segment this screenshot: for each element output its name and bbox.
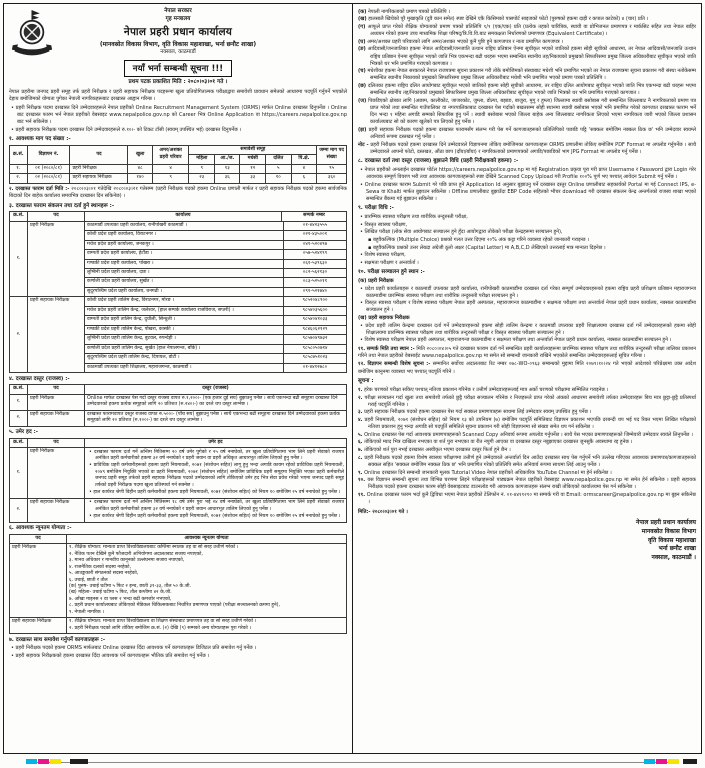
quota-women: ९: [189, 164, 215, 173]
office-phone: ९८५७०४९७३२: [284, 335, 347, 344]
suchana-item-text: प्रहरी सहायक निरीक्षक पदको हकमा दरखास्त पेस गर्दा सक्कल प्रमाणपत्रहरू साथमा लिई उम्मेदवार स्वयम् उपस्थित हुनु पर्नेछ ।: [364, 409, 592, 416]
col-post: पद: [70, 145, 128, 164]
offices-col-serial: क्र.सं.: [10, 212, 28, 221]
office-name: गण्डकी प्रदेश प्रहरी तालिम केन्द्र, पोखरा, कास्की ।: [85, 325, 284, 334]
office-row: [85, 222, 346, 231]
col-dalit: दलित: [266, 155, 292, 164]
office-name: सुदूरपश्चिम प्रदेश प्रहरी कार्यालय, धनगढी ।: [87, 288, 162, 294]
quota-total: ९५: [317, 164, 347, 173]
suchana-item-text: हरेक चरणको परीक्षा सकिए पश्चात् नतिजा प्रकाशन गरिनेछ र उत्तीर्ण उम्मेदवारहरूलाई मात्र अर्को चरणको परीक्षामा सम्मिलित गराइनेछ ।: [364, 386, 609, 393]
offices-col-contact: सम्पर्क नम्बर: [282, 212, 347, 221]
quota-post: प्रहरी निरीक्षक: [70, 164, 128, 173]
section-10-title: १०. परीक्षा सञ्चालन हुने स्थान :-: [358, 269, 425, 276]
document-header: [9, 8, 347, 87]
suchana-item-number: १.: [358, 386, 363, 393]
suchana-item-text: प्रहरी नियमावली, २०७१ (संशोधन सहित) को नियम १३ को उपनियम (७) बमोजिम पदपूर्ति समितिबाट विज्ञापन प्रकाशन भएपछि दरबन्दी थप भई पद रिक्त भएमा लिखित परीक्षाको नतिजा प्रकाशन हुनु भन्दा अगाडि सो पदपूर्ति समितिले सूचना प्रकाशन गरी सोही विज्ञापनमा सो संख्या समेत थप गर्न सकिनेछ ।: [364, 417, 696, 431]
document-item-text: आफूले प्राप्त गरेको शैक्षिक योग्यताको प्रमाण पत्रको प्रतिलिपि १/१ (एक/एक) प्रति (प्रत्येक तहको चारित्रिक, स्थायी वा प्रोभिजनल प्रमाणपत्र र मार्कसिट सहित तथा नेपाल बाहिर अध्ययन गरेको हकमा उच्च माध्यमिक शिक्षा परिषद्/त्रि.वि.वि.बाट समकक्षता निर्धारणको प्रमाणपत्र (Equivalent Certificate) ।: [367, 23, 697, 38]
suchana-item-number: ११.: [358, 492, 366, 499]
black-print-mark: [70, 759, 88, 764]
office-row: [85, 287, 346, 296]
suchana-item-number: १०.: [358, 477, 366, 484]
age-rule: • हाल कार्यरत श्रेणी विहीन प्रहरी कर्मचारीको हकमा प्रहरी नियमावली, २०७१ (संशोधन सहित) को नियम १० बमोजिम २५ वर्ष ननाघेको हुनु पर्नेछ ।: [87, 514, 344, 520]
suchana-item: [358, 439, 696, 446]
offices-group-asi: [10, 297, 347, 373]
quota-open: ४८: [128, 164, 152, 173]
suchana-item: [358, 417, 696, 431]
magenta-print-mark: [38, 759, 49, 764]
office-phone: ०८३-५२५०११: [284, 278, 347, 287]
office-row: [85, 250, 346, 259]
offices-col-post: पद: [28, 212, 85, 221]
section-12-title: विज्ञापन सम्बन्धी विशेष सूचना :-: [367, 361, 431, 368]
col-women: महिला: [189, 155, 215, 164]
section-3-title: ३. दरखास्त फाराम संकलन तथा दर्ता हुने स्थानहरू :-: [9, 202, 115, 209]
document-item-label: (च): [358, 68, 366, 75]
col-total: जम्मा माग पद संख्या: [317, 145, 347, 164]
qualification-item: ५. आतङ्ककारी संगठनको सदस्य नरहेको,: [69, 571, 139, 577]
quota-police-family: ४: [152, 164, 189, 173]
quota-serial: २.: [10, 174, 28, 183]
suchana-item-text: यस विज्ञापन सम्बन्धी सूचना तथा विभिन्न चरणमा लिइने परीक्षाहरूको पाठ्यक्रम नेपाल प्रहरीको वेबसाइट www.nepalpolice.gov.np मा समेत हेर्न सकिनेछ । प्रहरी सहायक निरीक्षक पदको हकमा दरखास्त फारम सोही वेबसाइटबाट डाउनलोड गरी आवश्यक कागजातहरू संलग्न राखी तोकिएको कार्यालयमा पेस गर्न सकिनेछ ।: [367, 477, 696, 491]
qualification-item: ८. प्रहरी प्रधान कार्यालयबाट तोकिएको मेडिकल चिकित्सकबाट निर्धारित प्रमाणपत्र पाएको (परीक्षा सञ्चालनको क्रममा हुने),: [69, 603, 281, 609]
age-serial: २.: [10, 498, 28, 522]
age-row-asi: [10, 498, 347, 522]
registration-step: • नेपाल प्रहरीको अनलाईन दरखास्त पोर्टल https://careers.nepalpolice.gov.np मा गई Registration प्रकृया पूरा गरी प्राप्त Username र Password द्वारा Login गरेर आवश्यक सम्पूर्ण विवरण भरी तथा आवश्यक कागजातहरूको स्पष्ट देखिने Scanned Copy Upload गरी Profile १००% पूर्ण भए पश्चात् आवेदन Submit गर्नु पर्नेछ ।: [358, 167, 696, 181]
col-advert-no: विज्ञापन नं.: [27, 145, 70, 164]
signature-department: मानवस्रोत विकास विभाग: [641, 528, 696, 536]
cyan-print-mark: [644, 759, 655, 764]
document-item-text: दलितका हकमा राष्ट्रिय दलित आयोगबाट सूचीकृत भएको जातिको हकमा सोही सूचीको आधारमा, तर राष्ट्रिय दलित आयोगबाट सूचीकृत भएको जाति भित्र एकभन्दा बढी थरहरू भएमा सम्बन्धित स्थानीय तह/निकायको प्रमुखको सिफारिसमा प्रमुख जिल्ला अधिकारीबाट सूचीकृत भएको जाति भित्रको थर भनि प्रमाणित गराएको कागजात ।: [367, 83, 697, 97]
qualification-item: १. शैक्षिक योग्यता: मान्यता प्राप्त विश्वविद्यालय वा शिक्षण संस्थाबाट प्रमाणपत्र तह वा सो सरह उत्तीर्ण गरेको ।: [69, 619, 257, 625]
office-row: [85, 240, 346, 249]
office-name: लुम्बिनी प्रदेश प्रहरी तालिम केन्द्र, बुटवल, रुपन्देही ।: [85, 335, 284, 344]
fee-row: [10, 410, 347, 426]
section-7-title: ७. दरखास्त साथ समावेश गर्नुपर्ने कागजातहरू :-: [9, 636, 106, 643]
fee-serial: १.: [10, 394, 28, 410]
suchana-item-text: Online दरखास्त फारम भर्दा कुनै द्विविधा भएमा नेपाल प्रहरीको टेलिफोन नं. ०१-४४११२१० मा सम्पर्क गरी वा Email: ormscareer@nepalpolice.gov.np मा बुझ्न सकिनेछ ।: [366, 492, 696, 506]
office-row: [85, 231, 346, 240]
suchana-item-number: ६.: [358, 439, 363, 446]
fee-serial: २.: [10, 410, 28, 426]
suchana-item: [358, 409, 696, 416]
quota-row: [10, 164, 347, 173]
fee-post: प्रहरी निरीक्षक: [28, 394, 85, 410]
suchana-item-text: तोकिएको म्याद भित्र दाखिला नभएका वा शर्त पुरा नभएका वा रीत नपुगी आएका वा दरखास्त दस्तुर नबुझाएका दरखास्त जुनसुकै अवस्थामा रद्द हुनेछ ।: [364, 439, 633, 446]
print-bar-line: [28, 762, 677, 764]
document-item-label: (ख): [358, 16, 367, 23]
document-list-item: [358, 83, 696, 97]
office-phone: ९८५८०५०७१४: [284, 344, 347, 353]
office-name: काठमाडौं उपत्यका प्रहरी कार्यालय, रानीपोखरी काठमाडौं ।: [85, 222, 284, 231]
signature-section: भर्ना छनौट शाखा: [658, 545, 696, 553]
suchana-item-text: प्रहरी निरीक्षक पदको हकमा विशेष स्वास्थ्य परीक्षणमा उत्तीर्ण हुने उम्मेदवारले अन्तर्वार्ता दिन आउँदा दरखास्त साथ पेस गर्नुपर्ने भनि उल्लेख गरिएका आवश्यक प्रमाणपत्र/कागजातहरूको सक्कल सहित 'सक्कल बमोजिम नक्कल ठिक छ' भनि प्रमाणित गरेको प्रतिलिपि समेत अनिवार्य रूपमा साथमा लिई आउनु पर्नेछ ।: [364, 454, 696, 468]
suchana-item-number: ३.: [358, 409, 363, 416]
section-5-title: ५. उमेर हद :-: [9, 429, 38, 436]
col-adibasi: आ./ज.: [215, 155, 240, 164]
document-list-item: [358, 24, 696, 38]
document-item-label: (झ): [358, 126, 367, 133]
office-name: काठमाडौं उपत्यका प्रहरी शिक्षालय, महाराजगन्ज, काठमाडौं ।: [87, 364, 192, 370]
suchana-heading: सूचना :: [358, 378, 374, 385]
office-row: [85, 269, 346, 278]
exam-method-item: • विशेष स्वास्थ्य परीक्षण,: [358, 252, 696, 259]
age-col-serial: क्र.सं.: [10, 438, 28, 447]
document-item-text: पिछडिएको क्षेत्रका लागि (अछाम, कालीकोट, जाजरकोट, जुम्ला, डोल्पा, बझाङ, बाजुरा, मुगु र हुम्ला) जिल्लामा स्थायी बसोबास गरी सम्बन्धित जिल्लाबाट नै नागरिकताको प्रमाण पत्र प्राप्त गरेको तथा सम्बन्धित गाउँपालिका वा नगरपालिकाबाट दरखास्त पेस गर्दाको बखतसम्म सोही स्थानमा स्थायी बसोबास भएको भनि प्रमाणित गरेको कागजात दरखास्त फाराम भर्ने दिन भन्दा १ महिना अगाडि सम्मको सिफारिस हुनु पर्ने । स्थायी बसोबास भएको जिल्ला बाहेक अन्य जिल्लाबाट नागरिकता लिएको भएमा नागरिकता जारी भएको जिल्ला प्रशासन कार्यालयबाट सो को कारण खुलेको पत्र लिएको हुनु पर्नेछ ।: [368, 97, 696, 126]
office-phone: ०१-४४२३५५५: [284, 222, 347, 231]
offices-group-post: प्रहरी निरीक्षक: [28, 221, 85, 297]
exam-venue-asi-label: (ख) प्रहरी सहायक निरीक्षक: [358, 314, 410, 321]
col-open: खुला: [128, 145, 152, 164]
exam-method-subitem: ▪ बहुवैकल्पिक प्रश्नको उत्तर लेख्दा अंग्रेजी ठूलो अक्षर (Capital Letter) मा A,B,C,D लेखिएको उत्तरलाई मात्र मान्यता दिइनेछ ।: [358, 245, 696, 252]
suchana-item-text: Online दरखास्त दिने सम्बन्धी जानकारी मूलक Tutorial Video नेपाल प्रहरीको अधिकारिक YouTube Channel मा हेर्न सकिनेछ ।: [364, 469, 612, 476]
age-col-limit: उमेर हद: [85, 438, 347, 447]
header-department-line: (मानवस्रोत विकास विभाग, वृति विकास महाशाखा, भर्ना छनौट शाखा): [99, 40, 257, 48]
section-6-title: ६. आवश्यक न्यूनतम योग्यता :-: [9, 525, 72, 532]
fee-col-serial: क्र.सं.: [10, 385, 28, 394]
quota-adibasi: ३६: [215, 174, 240, 183]
qualification-item: (ख) महिला- उचाई घटीमा ५ फिट, तौल कम्तीमा ४२ के.जी.: [69, 590, 172, 596]
notice-date-line: मिति:- २०८०।०३।०१ गते ।: [358, 509, 408, 516]
office-phone: ०५७-५२४१९९: [284, 250, 347, 259]
office-row: [85, 297, 346, 306]
intro-paragraph: नेपाल प्रहरीमा जनपद प्रहरी समूह तर्फ प्रहरी निरीक्षक र प्रहरी सहायक निरीक्षक पदहरूमा खुला प्रतियोगितात्मक परीक्षाद्वारा समावेशी प्रावधान समेतको आधारमा पदपूर्ति गर्नुपर्ने भएकोले देहाय बमोजिमको योग्यता पुगेका नेपाली नागरिकहरूबाट दरखास्त आह्वान गरिन्छ ।: [9, 89, 347, 103]
age-serial: १.: [10, 448, 28, 498]
section-1-title: १. आवश्यक माग पद संख्या :-: [9, 136, 71, 143]
quota-serial: १.: [10, 164, 28, 173]
suchana-item: [358, 432, 696, 439]
qualification-item: ४. राजनैतिक दलको सदस्य नरहेको,: [69, 564, 131, 570]
note-label: नोट -: [358, 141, 369, 148]
required-document-rule: • प्रहरी निरीक्षक पदको हकमा ORMS मार्फतबाट Online दरखास्त दिँदा आवश्यक पर्ने कागजातहरू डिजिटल प्रति समावेश गर्नु पर्नेछ ।: [9, 645, 347, 652]
office-row: [85, 354, 346, 363]
quota-total: ३६०: [317, 174, 347, 183]
fee-col-post: पद: [28, 385, 85, 394]
document-list-item: [358, 16, 696, 23]
col-police-family: अमर/अशक्त प्रहरी परिवार: [152, 145, 189, 164]
vacancy-quota-table: [9, 145, 347, 184]
section-11-text: मिति २०८०।०४।०५ गते दरखास्त फाराम दर्ता गर्ने सम्बन्धित प्रहरी कार्यालयहरूमा प्रारम्भिक स्वास्थ्य परीक्षण तथा शारीरिक तन्दुरुस्ती परीक्षा तालिका प्रकाशन गरिने तथा नेपाल प्रहरीको वेबसाईट www.nepalpolice.gov.np मा समेत सो सम्बन्धी जानकारी राखिने भएकोले सम्बन्धित उम्मेदवारहरूलाई सूचित गरिन्छ ।: [358, 345, 697, 359]
office-row: [85, 259, 346, 268]
right-column: [353, 4, 701, 753]
fee-col-amount: दस्तुर (राजस्व): [85, 385, 347, 394]
exam-venue-item: • प्रदेश प्रहरी तालिम केन्द्रमा दरखास्त दर्ता गर्ने उम्मेदवारहरूको हकमा सोही तालिम केन्द्रमा र काठमाडौं उपत्यका प्रहरी शिक्षालयमा दरखास्त दर्ता गर्ने उम्मेदवारहरूको हकमा सोही शिक्षालयमा प्रारम्भिक स्वास्थ्य परीक्षण तथा शारीरिक तन्दुरुस्ती परीक्षा र विस्तृत स्वास्थ्य परीक्षण सञ्चालन हुने ।: [358, 323, 696, 337]
exam-venue-item: • प्रदेश प्रहरी कार्यालयहरू र काठमाडौं उपत्यका प्रहरी कार्यालय, रानीपोखरी काठमाडौंमा दरखास्त दर्ता गरेका सम्पूर्ण उम्मेदवारहरूको हकमा राष्ट्रिय प्रहरी प्रशिक्षण प्रतिष्ठान महाराजगन्ज काठमाडौंमा प्रारम्भिक स्वास्थ्य परीक्षण तथा शारीरिक तन्दुरुस्ती परीक्षा सञ्चालन हुने ।: [358, 286, 696, 300]
section-2-number: २.: [9, 185, 14, 192]
office-name: कर्णाली प्रदेश प्रहरी तालिम केन्द्र, सुर्खेत (हाल नेपालगन्ज, बाँके) ।: [85, 344, 284, 353]
age-rule: • दरखास्त फाराम दर्ता गर्ने अन्तिम मितिसम्म १८ वर्ष उमेर पुरा भई २४ वर्ष ननाघेको, तर खुला प्रतियोगितामा भाग लिने प्रहरी सेवाको राजपत्र अनंकित प्रहरी कर्मचारीको हकमा ३२ वर्ष ननाघेको र प्रहरी जवान आधारभूत तालिम लिएको हुनु पर्नेछ ।: [87, 500, 344, 513]
age-post: प्रहरी निरीक्षक: [28, 448, 85, 498]
document-item-text: प्रहरी सहायक निरीक्षक पदको हकमा दरखास्त फारामसँग संलग्न गरी पेस गर्ने कागजातहरूको प्रतिलिपिको पछाडि पट्टि 'सक्कल बमोजिम नक्कल ठिक छ' भनि उम्मेदवार स्वयम्ले अनिवार्य रूपमा दस्तखत गर्नु पर्नेछ ।: [368, 126, 696, 140]
qual-row-asi: [10, 618, 347, 634]
suchana-item-number: ४.: [358, 417, 363, 423]
section-9-title: ९. परीक्षा विधि :-: [358, 205, 394, 212]
quota-advert-no: ०१ (२०८०/८१): [27, 164, 70, 173]
suchana-item-number: ५.: [358, 431, 363, 438]
magenta-print-mark: [656, 759, 667, 764]
quota-advert-no: ०२ (२०८०/८१): [27, 174, 70, 183]
note-text: प्रहरी निरीक्षक पदको हकमा दरखास्त दिने उम्मेदवारले विज्ञापनमा तोकिए बमोजिमका कागजातहरू ORMS प्रणालीमा तोकिए बमोजिम PDF Format मा अपलोड गर्नुपर्नेछ । साथै उम्मेदवारले आफ्नो फोटो, दस्तखत, औंठा छाप (दाँया/बाँया) र नागरिकताको प्रमाणपत्रको अगाडि/पछाडिको भाग JPG Format मा अपलोड गर्नु पर्नेछ ।: [370, 141, 697, 155]
office-phone: ०९१-५२१७४०: [284, 287, 347, 296]
office-row: [85, 363, 346, 372]
office-phone: ९८५८७५१०२३: [284, 354, 347, 363]
application-fee-table: [9, 384, 347, 426]
suchana-item: [358, 387, 696, 394]
document-item-text: नेपाली नागरिकताको प्रमाण पत्रको प्रतिलिपि ।: [368, 8, 451, 15]
quota-row: [10, 174, 347, 183]
quota-open: १४०: [128, 174, 152, 183]
exam-method-item: • प्रारम्भिक स्वास्थ्य परीक्षण तथा शारीरिक तन्दुरुस्ती परीक्षा,: [358, 214, 696, 221]
suchana-item: [358, 455, 696, 469]
qual-post: प्रहरी सहायक निरीक्षक: [10, 618, 67, 634]
qualification-item: ३. मानव अधिकार र मानवीय कानूनको उल्लंघनमा सजाय नपाएको,: [69, 558, 185, 564]
age-rule: • हाल कार्यरत श्रेणी विहीन प्रहरी कर्मचारीको हकमा प्रहरी नियमावली, २०७१ (संशोधन सहित) को नियम १० बमोजिम २५ वर्ष ननाघेको हुनु पर्नेछ ।: [87, 490, 344, 496]
suchana-item-text: परीक्षा सञ्चालन गर्दा खुला तथा समावेशी तर्फको छुट्टै परीक्षा सञ्चालन गरिनेछ र निजहरूले प्राप्त गरेको अंकको आधारमा समावेशी तर्फका उम्मेदवारहरू बिच मात्र छुट्टा-छुट्टै प्रतिस्पर्धा गराई पदपूर्ति गरिनेछ ।: [364, 394, 696, 408]
suchana-item: [358, 492, 696, 506]
suchana-item-number: ९.: [358, 469, 363, 476]
document-item-text: आदिवासी/जनजातिका हकमा नेपाल आदिवासी/जनजाति उत्थान राष्ट्रिय प्रतिष्ठान ऐनमा सूचीकृत भएको जातिको हकमा सोही सूचीको आधारमा, तर नेपाल आदिवासी/जनजाति उत्थान राष्ट्रिय प्रतिष्ठान ऐनमा सूचीकृत भएको जाति भित्र एकभन्दा बढी थरहरू भएमा सम्बन्धित स्थानीय तह/निकायको प्रमुखको सिफारिसमा प्रमुख जिल्ला अधिकारीबाट सूचीकृत भएको जाति भित्रको थर भनि प्रमाणित गराएको कागजात ।: [367, 46, 696, 67]
office-row: [85, 325, 346, 334]
yellow-print-mark: [50, 759, 61, 764]
section-2-title: दरखास्त फाराम दर्ता मिति :-: [15, 185, 70, 192]
age-rule: • दरखास्त फाराम दर्ता गर्ने अन्तिम मितिसम्म २० वर्ष उमेर पुगेको र २५ वर्ष ननाघेको, तर खुला प्रतियोगितामा भाग लिने प्रहरी सेवाको राजपत्र अनंकित प्रहरी कर्मचारीको हकमा ३२ वर्ष ननाघेको र प्रहरी जवान वा प्रहरी अधिकृत आधारभूत तालिम लिएको हुनु पर्नेछ ।: [87, 450, 344, 463]
office-row: [85, 335, 346, 344]
section-12-text: सम्मानित सर्वोच्च अदालतबाट रिट नम्बर ०७८-WO-०९६३ सम्बन्धको मुद्दामा मिति २०७९।१०।२४ गते भएको आदेशको परिप्रेक्ष्यमा उक्त आदेश बमोजिम कानुनमा व्यवस्था भए पश्चात् पदपूर्ति गरिने ।: [358, 361, 696, 375]
fee-row: [10, 394, 347, 410]
black-print-mark: [683, 759, 697, 764]
header-government-line: नेपाल सरकार: [164, 8, 192, 14]
age-rule: • प्राविधिक प्रहरी कर्मचारीहरूको हकमा प्रहरी नियमावली, २०७१ (संशोधन सहित) लागू हुनु भन्दा अगाडि कायम रहेको प्राविधिक प्रहरी नियमावली, २०४९ बमोजिम नियुक्ति भएको वा प्रहरी नियमावली, २०७१ (संशोधन सहित) बमोजिम प्राविधिक प्रहरी समूहमा नियुक्ति भएका प्रहरी कर्मचारीले जनपद प्रहरी समूह तर्फको प्रहरी सहायक निरीक्षक पदको उम्मेदवारको लागि तोकिएको उमेर हद भित्र सेवा प्रवेश गरेको भएमा जनपद प्रहरी समूह तर्फको प्रहरी निरीक्षक पदमा खुला प्रतिस्पर्धा गर्न सक्नेछ ।: [87, 463, 344, 489]
qualification-item: १. शैक्षिक योग्यता: मान्यता प्राप्त विश्वविद्यालयबाट कम्तिमा स्नातक तह वा सो सरह उत्तीर्ण गरेको ।: [69, 545, 239, 551]
qualification-item: २. प्रहरी निरीक्षक पदको लागि तोकिए बमोजिम क्र.सं. (२) देखि (९) सम्मको अन्य योग्यताहरू पुरा गरेको ।: [69, 625, 252, 631]
qualification-item: (क) पुरुष- उचाई घटीमा ५ फिट २ इन्च, छाती ३१-३३, तौल ५० के.जी.: [69, 583, 192, 589]
fee-text: Online मार्फत दरखास्त पेस गर्दा दस्तुर राजस्व वापत रु.१,२००।- (एक हजार दुई सय) बुझाउनु पर्नेछ । साथै एकभन्दा बढी समूहमा दरखास्त दिने उम्मेदवारको हकमा प्रत्येक समूहको लागि २० प्रतिशत (रु.२४०।-) का दरले थप दस्तुर लाग्नेछ ।: [85, 394, 347, 410]
document-list-item: [358, 68, 696, 82]
signature-office: नेपाल प्रहरी प्रधान कार्यालय: [636, 519, 696, 527]
office-name: सुदूरपश्चिम प्रदेश प्रहरी तालिम केन्द्र, दिपायल, डोटी ।: [85, 354, 284, 363]
suchana-item-text: Online दरखास्त पेस गर्दा आवश्यक प्रमाणपत्रहरूको Scanned Copy अनिवार्य रूपमा अपलोड गर्नुपर्नेछ । साथै पेस भएका प्रमाणपत्रहरूको जिम्मेवारी उम्मेदवार स्वयंले लिनुपर्नेछ ।: [364, 431, 693, 438]
required-document-rule: • प्रहरी सहायक निरीक्षकको हकमा दरखास्त दिँदा आवश्यक पर्ने कागजातहरू भौतिक प्रति समावेश गर्नु पर्नेछ ।: [9, 653, 347, 660]
office-name: वाग्मती प्रदेश प्रहरी तालिम केन्द्र, दुधौली, सिन्धुली ।: [85, 316, 284, 325]
qualification-item: ६. उचाई, छाती र तौल: [69, 577, 108, 583]
col-backward-area: पि.क्षे.: [291, 155, 317, 164]
office-row: [85, 306, 346, 315]
exam-method-item: • विस्तृत स्वास्थ्य परीक्षण,: [358, 222, 696, 229]
qualification-item: २. नैतिक पतन देखिने कुनै फौजदारी अभियोगमा अदालतबाट सजाय नपाएको,: [69, 551, 203, 557]
section-12-paragraph: [358, 361, 696, 375]
cyan-print-mark: [26, 759, 37, 764]
quota-backward-area: ६: [291, 174, 317, 183]
document-item-text: अमर/अशक्त प्रहरी परिवारको लागि अमर/अशक्त भएको कुनै पुष्टि हुने कागजपत्र र नाता प्रमाणित कागजपत्र ।: [367, 38, 564, 45]
qual-col-post: पद: [10, 534, 67, 543]
first-published-date: प्रथम पटक प्रकाशित मिति : २०८०।०३।०१ गते ।: [128, 79, 228, 86]
offices-group-serial: १.: [10, 221, 28, 297]
office-phone: ०२१-४३५००१: [284, 231, 347, 240]
office-name: लुम्बिनी प्रदेश प्रहरी कार्यालय, दाङ ।: [85, 269, 284, 278]
signature-block: [358, 519, 696, 562]
intro-bullet-orms: • प्रहरी निरीक्षक पदमा दरखास्त दिने उम्मेदवारहरूले नेपाल प्रहरीको Online Recruitment Management System (ORMS) मार्फत Online दरखास्त दिनुपर्नेछ । Online बाट दरखास्त फारम भर्न नेपाल प्रहरीको वेबसाइट www.nepalpolice.gov.np को Career भित्र Online Application वा https://careers.nepalpolice.gov.np बाट भर्न सकिनेछ ।: [9, 105, 347, 126]
suchana-item-number: २.: [358, 394, 363, 401]
quota-dalit: १०: [266, 174, 292, 183]
document-list-item: [358, 127, 696, 141]
suchana-item-text: तोकिएको शर्त पुरा नभई दरखास्त अस्वीकृत भएमा दरखास्त दस्तुर फिर्ता हुने छैन ।: [364, 447, 511, 454]
section-11-title: सम्पर्क मिति तथा स्थान :-: [366, 345, 415, 352]
left-column: [4, 4, 353, 753]
document-list-item: [358, 98, 696, 126]
suchana-item-number: ८.: [358, 454, 363, 461]
section-8-title: ८. दरखास्त दर्ता तथा दस्तुर (राजस्व) बुझाउने विधि (प्रहरी निरीक्षकको हकमा) :-: [358, 158, 519, 165]
office-phone: ९८५४०३५६००: [284, 306, 347, 315]
qual-col-details: आवश्यक न्यूनतम योग्यता: [67, 534, 347, 543]
section-4-title: ४. दरखास्त दस्तुर (राजस्व) :-: [9, 375, 70, 382]
office-name: वाग्मती प्रदेश प्रहरी कार्यालय, हेटौंडा ।: [85, 250, 284, 259]
document-item-text: मधेशीका हकमा नेपाल सरकारले नेपाल राजपत्रमा सूचना प्रकाशन गरी तोके बमोजिमको संस्थाबाट मधेशी भनि प्रमाणित भएको तर नेपाल राजपत्रमा सूचना प्रकाशन गरी संस्था नतोकेसम्म सम्बन्धित स्थानीय निकायको प्रमुखको सिफारिसमा प्रमुख जिल्ला अधिकारीबाट मधेशी भनि प्रमाणित भएको प्रमाण पत्रको प्रतिलिपि ।: [367, 68, 696, 82]
office-name: गण्डकी प्रदेश प्रहरी कार्यालय, पोखरा ।: [85, 259, 284, 268]
yellow-print-mark: [668, 759, 679, 764]
col-serial: क्र.सं.: [10, 145, 28, 164]
office-row: [85, 278, 346, 287]
offices-group-inspector: [10, 221, 347, 297]
fee-text: दरखास्त फारामवापत दस्तुर राजस्व वापत रु.५००।- (पाँच सय) बुझाउनु पर्नेछ । साथै एकभन्दा बढी समूहमा दरखास्त दिने उम्मेदवारको हकमा प्रत्येक समूहको लागि २० प्रतिशत (रु.१००।-) का दरले थप दस्तुर लाग्नेछ ।: [85, 410, 347, 426]
offices-col-office: कार्यालय: [85, 212, 282, 221]
signature-address: नक्साल, काठमाडौं ।: [651, 554, 696, 562]
quota-adibasi: १३: [215, 164, 240, 173]
document-frame: [3, 3, 702, 754]
age-post: प्रहरी सहायक निरीक्षक: [28, 498, 85, 522]
qual-row-inspector: [10, 544, 347, 618]
section-11-paragraph: [358, 346, 696, 360]
quota-madhesi: ३३: [240, 174, 266, 183]
print-registration-bar: [0, 759, 705, 765]
document-list-item: [358, 9, 696, 16]
office-name: मधेश प्रदेश प्रहरी तालिम केन्द्र, जलेश्वर, (हाल सम्पर्क कार्यालय राजविराज, सप्तरी) ।: [85, 306, 284, 315]
minimum-qualification-table: [9, 534, 347, 635]
signature-division: वृति विकास महाशाखा: [647, 536, 696, 544]
col-inclusive-group: समावेशी समूह: [189, 145, 317, 154]
age-row-inspector: [10, 448, 347, 498]
section-12-number: १२.: [358, 361, 366, 368]
age-col-post: पद: [28, 438, 85, 447]
qual-post: प्रहरी निरीक्षक: [10, 544, 67, 618]
offices-group-post: प्रहरी सहायक निरीक्षक: [28, 297, 85, 373]
document-list-item: [358, 39, 696, 46]
header-office-title: नेपाल प्रहरी प्रधान कार्यालय: [123, 25, 233, 38]
document-list-item: [358, 46, 696, 67]
quota-post: प्रहरी सहायक निरीक्षक: [70, 174, 128, 183]
exam-method-item: • लिखित परीक्षा (लोक सेवा आयोगबाट सञ्चालन हुने हुँदा आयोगद्वारा तोकेको परीक्षा केन्द्रहरूमा सञ्चालन हुने),: [358, 229, 696, 236]
age-limit-table: [9, 438, 347, 523]
header-address-line: नक्साल, काठमाडौं: [160, 49, 196, 56]
suchana-item: [358, 477, 696, 491]
document-item-label: (ग): [358, 23, 366, 30]
exam-method-item: • सक्षमता परीक्षण र अन्तर्वार्ता ।: [358, 260, 696, 267]
document-item-text: हालसालै खिचेको पूरै मुखाकृति (दुवै कान समेत) स्पष्ट देखिने एकै किसिमको पासपोर्ट साइजको फोटो (पुरुषको हकमा दाह्री र कपाल काटेको) ४ (चार) प्रति ।: [368, 16, 649, 23]
exam-method-subitem: ▪ बहुवैकल्पिक (Multiple Choice) प्रश्नको गलत उत्तर दिएमा २०% अंक कट्टा गरिने व्यवस्था रहेको जानकारी गराइन्छ ।: [358, 237, 696, 244]
office-phone: ९८५२०४८९००: [284, 297, 347, 306]
quota-women: २३: [189, 174, 215, 183]
nepal-police-emblem-icon: [11, 9, 53, 60]
exam-venue-inspector-label: (क) प्रहरी निरीक्षक: [358, 277, 394, 284]
office-row: [85, 316, 346, 325]
quota-dalit: ५: [266, 164, 292, 173]
document-item-label: (क): [358, 8, 367, 15]
suchana-item: [358, 447, 696, 454]
document-item-label: (ङ): [358, 46, 366, 53]
fee-post: प्रहरी सहायक निरीक्षक: [28, 410, 85, 426]
qualification-item: ७. आँखा माइनस २ वा प्लस २ भन्दा बढी कमजोर नभएको,: [69, 596, 172, 602]
col-madhesi: मधेसी: [240, 155, 266, 164]
office-row: [85, 344, 346, 353]
intro-bullet-asi: • प्रहरी सहायक निरीक्षक पदमा दरखास्त दिने उम्मेदवारहरूले रु.१०।- को टिकट टाँसी (स्वयम् उपस्थित भई) दरखास्त दिनुपर्नेछ ।: [9, 127, 347, 134]
office-name: कोशी प्रदेश प्रहरी कार्यालय, विराटनगर ।: [85, 231, 284, 240]
office-phone: ०८२-५६२१३०: [284, 269, 347, 278]
section-2-paragraph: [9, 186, 347, 200]
exam-venue-item: • विशेष स्वास्थ्य परीक्षण नेपाल प्रहरी अस्पताल, महाराजगन्ज काठमाडौंमा र सक्षमता परीक्षण तथा अन्तर्वार्ता नेपाल प्रहरी प्रधान कार्यालय, नक्साल काठमाडौंमा सञ्चालन हुने ।: [358, 337, 696, 344]
notice-title-box: नयाँ भर्ना सम्बन्धी सूचना !!!: [124, 60, 232, 77]
office-phone: ९८५४०४१०३३: [284, 316, 347, 325]
suchana-item: [358, 470, 696, 477]
exam-venue-item: • विस्तृत स्वास्थ्य परीक्षण र विशेष स्वास्थ्य परीक्षण नेपाल प्रहरी अस्पताल, महाराजगन्ज काठमाडौंमा र सक्षमता परीक्षण तथा अन्तर्वार्ता नेपाल प्रहरी प्रधान कार्यालय, नक्साल काठमाडौंमा सञ्चालन हुने ।: [358, 300, 696, 314]
quota-madhesi: १२: [240, 164, 266, 173]
suchana-item-number: ७.: [358, 447, 363, 454]
collection-offices-table: [9, 211, 347, 373]
qualification-item: ९. नेपाली नागरिक ।: [69, 609, 105, 615]
quota-police-family: ९: [152, 174, 189, 183]
section-2-text: २०८०।०३।०१ गतेदेखि २०८०।०३।२१ गतेसम्म (प्रहरी निरीक्षक पदको हकमा Online प्रणाली मार्फत र प्रहरी सहायक निरीक्षक पदको हकमा सार्वजनिक बिदाको दिन बाहेक कार्यालय समयभित्र दरखास्त दिन सकिनेछ) ।: [9, 185, 348, 199]
section-11-number: ११.: [358, 345, 366, 352]
suchana-item: [358, 395, 696, 409]
document-item-label: (ज): [358, 97, 367, 104]
office-name: कोशी प्रदेश प्रहरी तालिम केन्द्र, विराटनगर, मोरङ ।: [85, 297, 284, 306]
document-item-label: (घ): [358, 38, 366, 45]
offices-group-serial: २.: [10, 297, 28, 373]
office-phone: ०४१-५२०४९७: [284, 240, 347, 249]
quota-backward-area: ४: [291, 164, 317, 173]
office-phone: ०६१-५३९६३०: [284, 259, 347, 268]
header-ministry-line: गृह मन्त्रालय: [165, 15, 191, 22]
registration-step: • Online दरखास्त फाराम Submit गरे पछि प्राप्त हुने Application Id अनुसार बुझाउनु पर्ने दरखास्त दस्तुर Online प्रणालीबाट सहकार्यको Portal मा गई Connect IPS, e-Sewa वा Khalti मार्फत बुझाउन सकिनेछ । Offline प्रणालीबाट बुझाउँदा EBP Code सहितको भौचर download गरी दरखास्त संकलन केन्द्र अन्तर्गतको राजस्व शाखा भएको सम्बन्धित बैंकमा गई बुझाउन सकिनेछ ।: [358, 182, 696, 203]
office-phone: ०१-४४१२७८०: [284, 363, 347, 372]
office-name: मधेश प्रदेश प्रहरी कार्यालय, जनकपुर ।: [85, 240, 284, 249]
note-paragraph: [358, 142, 696, 156]
document-item-label: (छ): [358, 83, 367, 90]
office-name: कर्णाली प्रदेश प्रहरी कार्यालय, सुर्खेत ।: [85, 278, 284, 287]
office-phone: ९८४६०६२१२९: [284, 325, 347, 334]
